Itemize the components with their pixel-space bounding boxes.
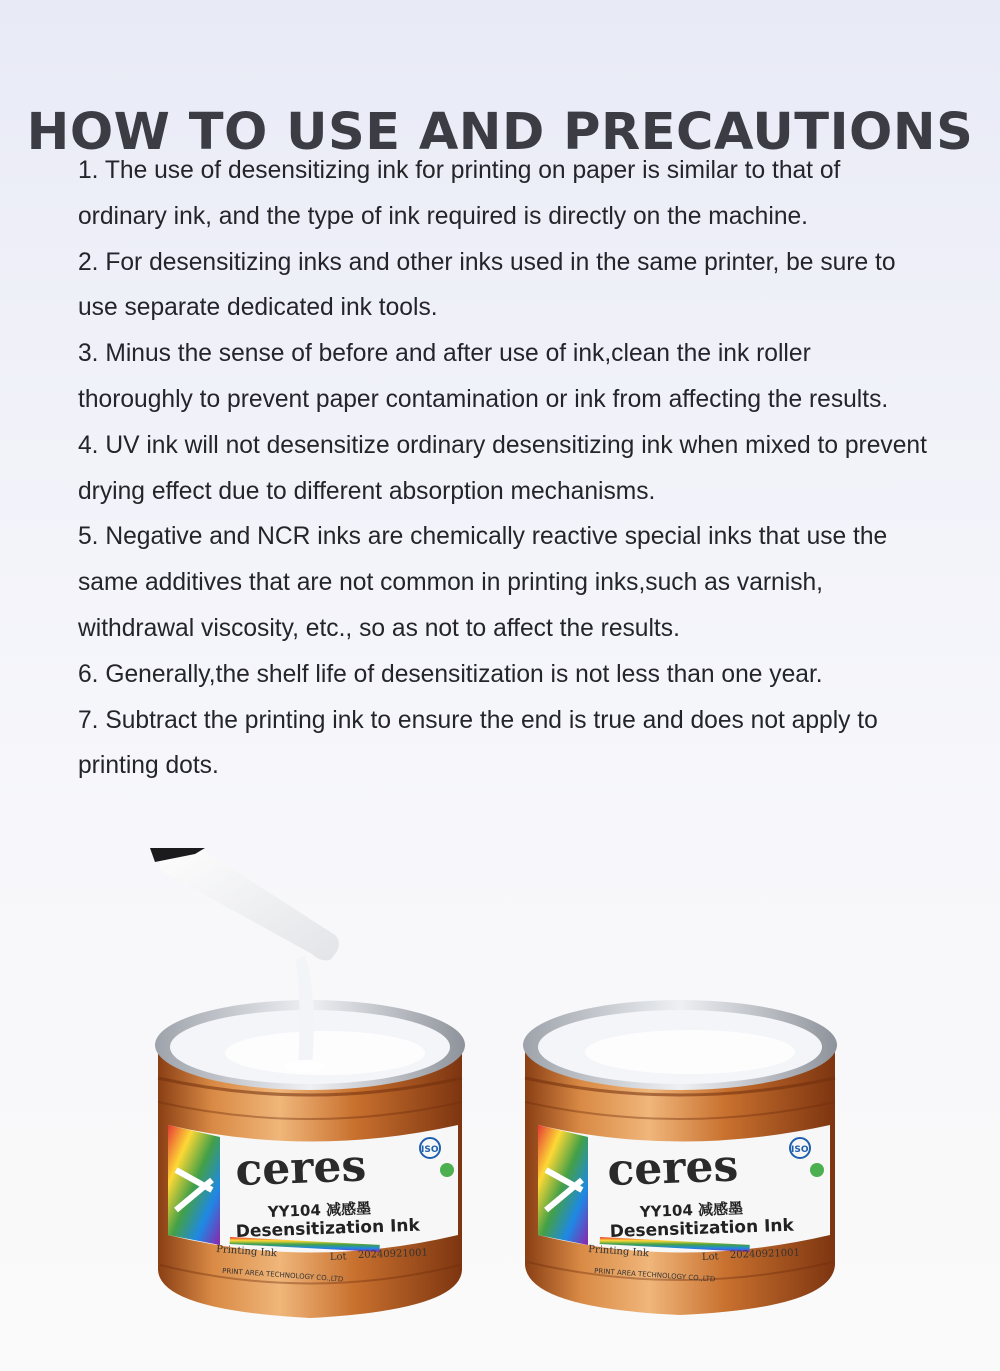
can-model: YY104 减感墨 <box>267 1199 372 1221</box>
can-lot-label: Lot <box>329 1251 347 1263</box>
can-ink-type: Printing Ink <box>587 1244 650 1260</box>
page-title: HOW TO USE AND PRECAUTIONS <box>26 103 974 163</box>
instructions-list <box>78 148 928 789</box>
instruction-item: 1. The use of desensitizing ink for printing on paper is similar to that of ordinary ink, and the type of ink required is directly on the machine. <box>78 157 841 230</box>
instruction-item: 4. UV ink will not desensitize ordinary desensitizing ink when mixed to prevent drying effect due to different absorption mechanisms. <box>78 431 927 505</box>
can-iso-badge: ISO <box>421 1145 439 1155</box>
can-company: PRINT AREA TECHNOLOGY CO.,LTD <box>221 1267 344 1284</box>
instruction-item: 6. Generally,the shelf life of desensitization is not less than one year. <box>78 660 823 688</box>
can-lot-number: 20240921001 <box>729 1247 801 1261</box>
can-product-name: Desensitization Ink <box>609 1215 795 1242</box>
can-company: PRINT AREA TECHNOLOGY CO.,LTD <box>593 1267 716 1284</box>
instruction-item: 5. Negative and NCR inks are chemically reactive special inks that use the same additives that are not common in printing inks,such as varnish, withdrawal viscosity, etc., so as not to affect the results. <box>78 523 888 642</box>
can-brand: ceres <box>606 1140 740 1196</box>
instruction-item: 7. Subtract the printing ink to ensure the end is true and does not apply to printing dots. <box>78 706 878 780</box>
can-product-name: Desensitization Ink <box>235 1215 421 1242</box>
instruction-item: 2. For desensitizing inks and other inks used in the same printer, be sure to use separate dedicated ink tools. <box>78 248 896 322</box>
can-lot-label: Lot <box>701 1251 719 1263</box>
ink-can-right <box>523 1000 837 1315</box>
instruction-item: 3. Minus the sense of before and after use of ink,clean the ink roller thoroughly to prevent paper contamination or ink from affecting the results. <box>78 340 889 413</box>
can-model: YY104 减感墨 <box>639 1199 744 1221</box>
can-lot-number: 20240921001 <box>357 1247 429 1261</box>
can-iso-badge: ISO <box>791 1145 809 1155</box>
can-brand: ceres <box>234 1140 368 1196</box>
product-photo <box>0 840 1000 1371</box>
can-ink-type: Printing Ink <box>215 1244 278 1260</box>
